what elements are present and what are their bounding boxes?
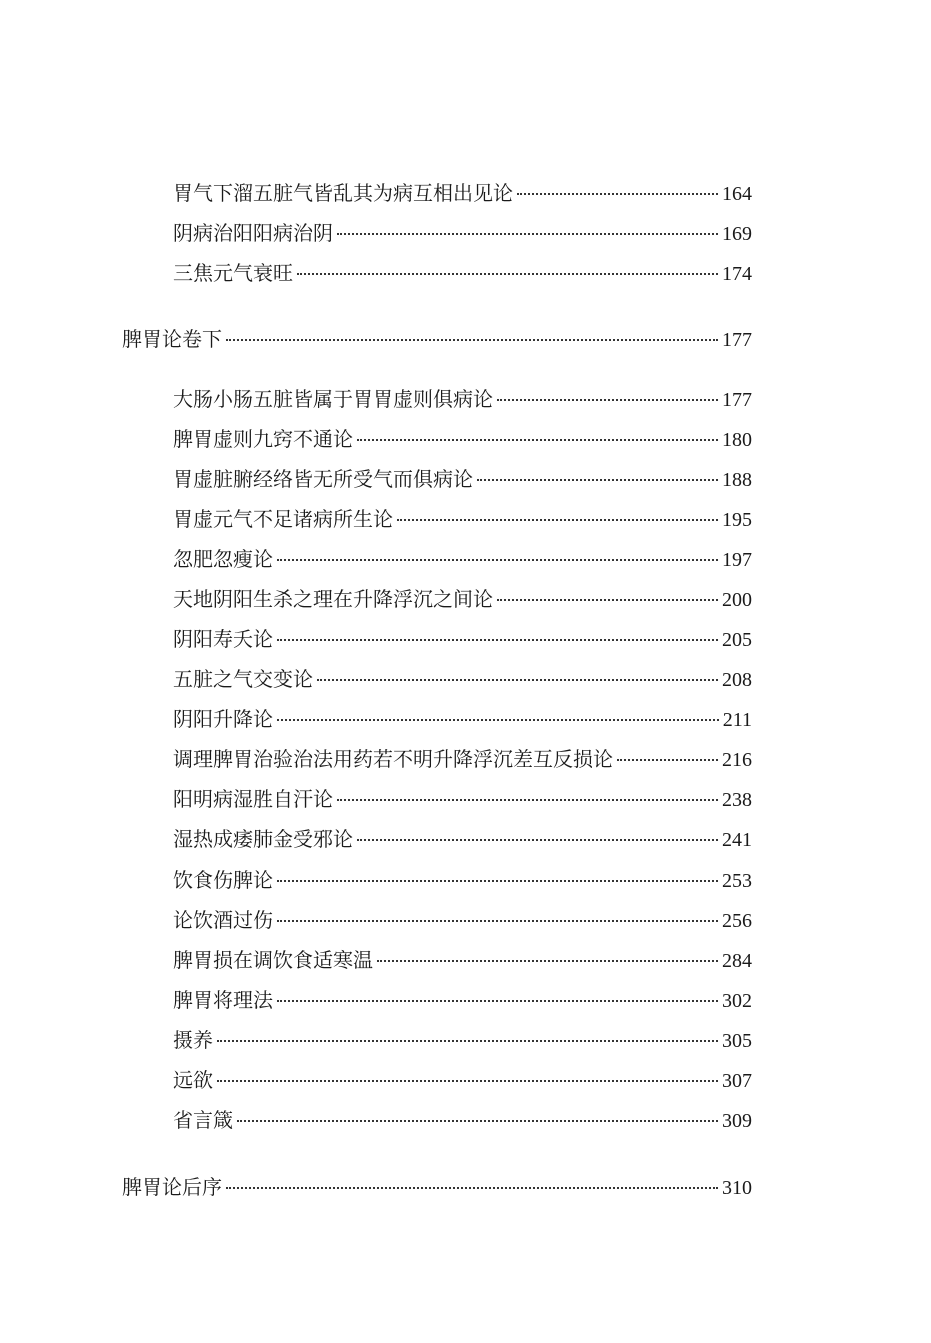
toc-entry-title: 天地阴阳生杀之理在升降浮沉之间论 [173,587,493,611]
dot-leader [217,1039,718,1042]
toc-entry-title: 胃气下溜五脏气皆乱其为病互相出见论 [173,181,513,205]
toc-section-title: 脾胃论卷下 [122,327,222,351]
toc-entry-page: 205 [722,629,752,651]
toc-entry[interactable] [173,463,752,495]
toc-entry-page: 188 [722,469,752,491]
dot-leader [277,919,718,922]
toc-entry-title: 阴病治阳阳病治阴 [173,221,333,245]
dot-leader [277,638,718,641]
toc-entry-title: 大肠小肠五脏皆属于胃胃虚则俱病论 [173,387,493,411]
toc-entry-title: 脾胃将理法 [173,988,273,1012]
toc-entry-title: 摄养 [173,1028,213,1052]
toc-entry-title: 湿热成痿肺金受邪论 [173,827,353,851]
dot-leader [277,718,719,721]
dot-leader [397,518,718,521]
toc-entry-title: 饮食伤脾论 [173,868,273,892]
toc-entry[interactable] [173,177,752,209]
dot-leader [337,798,718,801]
toc-entry-page: 211 [722,709,752,731]
dot-leader [377,959,718,962]
toc-entry-page: 216 [722,749,752,771]
toc-entry[interactable] [173,217,752,249]
toc-entry[interactable] [173,423,752,455]
toc-entry-title: 脾胃损在调饮食适寒温 [173,948,373,972]
toc-entry-page: 256 [722,910,752,932]
toc-entry-title: 胃虚脏腑经络皆无所受气而俱病论 [173,467,473,491]
toc-section[interactable] [122,1171,752,1203]
dot-leader [226,338,718,341]
toc-entry-title: 论饮酒过伤 [173,908,273,932]
toc-entry[interactable] [173,984,752,1016]
toc-entry-title: 省言箴 [173,1108,233,1132]
toc-entry[interactable] [173,783,752,815]
toc-section-page: 177 [722,329,752,351]
toc-entry[interactable] [173,1104,752,1136]
toc-entry-title: 调理脾胃治验治法用药若不明升降浮沉差互反损论 [173,747,613,771]
toc-entry[interactable] [173,1024,752,1056]
toc-entry-title: 阳明病湿胜自汗论 [173,787,333,811]
toc-entry-page: 208 [722,669,752,691]
toc-entry-title: 脾胃虚则九窍不通论 [173,427,353,451]
toc-entry[interactable] [173,1064,752,1096]
dot-leader [477,478,718,481]
toc-entry[interactable] [173,383,752,415]
toc-entry-page: 169 [722,223,752,245]
toc-entry-title: 三焦元气衰旺 [173,261,293,285]
dot-leader [297,272,718,275]
toc-entry-title: 远欲 [173,1068,213,1092]
toc-entry-page: 302 [722,990,752,1012]
toc-entry-title: 胃虚元气不足诸病所生论 [173,507,393,531]
dot-leader [617,758,718,761]
toc-entry[interactable] [173,583,752,615]
toc-entry-page: 180 [722,429,752,451]
toc-entry-page: 309 [722,1110,752,1132]
toc-entry[interactable] [173,823,752,855]
toc-entry-page: 307 [722,1070,752,1092]
toc-entry-page: 197 [722,549,752,571]
toc-entry[interactable] [173,743,752,775]
toc-entry-page: 238 [722,789,752,811]
toc-entry-page: 253 [722,870,752,892]
toc-entry[interactable] [173,503,752,535]
dot-leader [497,598,718,601]
dot-leader [317,678,718,681]
toc-entry[interactable] [173,257,752,289]
toc-entry-page: 284 [722,950,752,972]
toc-entry-title: 忽肥忽瘦论 [173,547,273,571]
toc-entry[interactable] [173,904,752,936]
toc-section[interactable] [122,323,752,355]
dot-leader [517,192,718,195]
toc-entry-page: 241 [722,829,752,851]
dot-leader [357,438,718,441]
toc-entry-page: 305 [722,1030,752,1052]
toc-entry-title: 五脏之气交变论 [173,667,313,691]
toc-entry[interactable] [173,864,752,896]
dot-leader [277,999,718,1002]
toc-entry[interactable] [173,663,752,695]
dot-leader [277,879,718,882]
dot-leader [237,1119,718,1122]
toc-entry-title: 阴阳升降论 [173,707,273,731]
dot-leader [357,838,718,841]
toc-entry-title: 阴阳寿夭论 [173,627,273,651]
dot-leader [217,1079,718,1082]
toc-entry[interactable] [173,703,752,735]
toc-entry-page: 174 [722,263,752,285]
toc-entry[interactable] [173,944,752,976]
toc-entry-page: 177 [722,389,752,411]
toc-entry-page: 200 [722,589,752,611]
toc-entry-page: 164 [722,183,752,205]
dot-leader [226,1186,718,1189]
dot-leader [337,232,718,235]
dot-leader [277,558,718,561]
toc-entry-page: 195 [722,509,752,531]
toc-entry[interactable] [173,543,752,575]
toc-section-title: 脾胃论后序 [122,1175,222,1199]
toc-entry[interactable] [173,623,752,655]
toc-section-page: 310 [722,1177,752,1199]
dot-leader [497,398,718,401]
